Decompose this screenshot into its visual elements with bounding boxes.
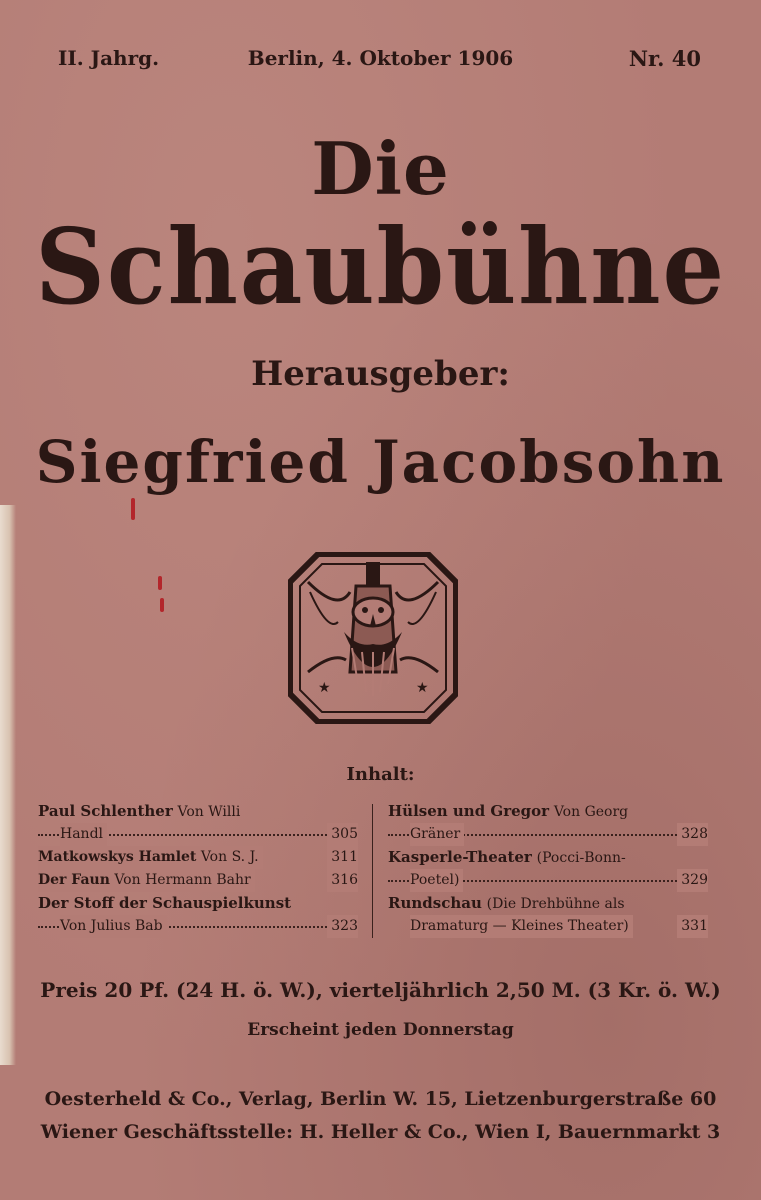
- svg-text:★: ★: [318, 680, 331, 696]
- toc-entry-page: 329: [677, 869, 708, 892]
- volume-label: II. Jahrg.: [58, 46, 160, 70]
- toc-entry-page: 311: [327, 846, 358, 869]
- svg-text:★: ★: [416, 680, 429, 696]
- toc-entry-page: 316: [327, 869, 358, 892]
- toc-entry-title: Paul Schlenther: [38, 802, 173, 820]
- toc-entry-page: 331: [677, 915, 708, 938]
- toc-entry-author: (Pocci-Bonn-: [536, 850, 626, 866]
- issue-date: Berlin, 4. Oktober 1906: [247, 46, 514, 70]
- toc-entry-page: 305: [327, 823, 358, 846]
- toc-entry-page: 323: [327, 915, 358, 938]
- toc-entry-author: Dramaturg — Kleines Theater): [410, 915, 633, 938]
- magazine-title: Schaubühne: [35, 205, 726, 328]
- toc-entry-author: Von S. J.: [200, 849, 259, 865]
- imprint-line-vienna: Wiener Geschäftsstelle: H. Heller & Co., Wien I, Bauernmarkt 3: [40, 1121, 721, 1143]
- publisher-label: Herausgeber:: [251, 354, 510, 394]
- toc-entry-author: Von Julius Bab: [60, 915, 167, 938]
- toc-entry-author: (Die Drehbühne als: [486, 896, 625, 912]
- title-article: Die: [311, 126, 450, 211]
- red-stain-mark: [131, 498, 135, 520]
- toc-entry-title: Der Faun: [38, 872, 110, 888]
- toc-entry-continuation: [388, 823, 708, 846]
- toc-entry-title: Matkowskys Hamlet: [38, 849, 197, 865]
- toc-entry: [38, 846, 358, 869]
- toc-entry: [388, 846, 708, 869]
- toc-entry: [38, 800, 358, 823]
- issue-number: Nr. 40: [628, 46, 701, 71]
- toc-entry-title: Rundschau: [388, 894, 482, 912]
- toc-left-column: [38, 800, 358, 938]
- red-stain-mark: [160, 598, 164, 612]
- toc-entry-author: Von Hermann Bahr: [114, 872, 251, 888]
- toc-entry: [38, 892, 358, 915]
- toc-entry-author: Von Willi: [177, 804, 241, 820]
- toc-entry: [388, 892, 708, 915]
- toc-entry-page: 328: [677, 823, 708, 846]
- table-of-contents: [38, 800, 708, 944]
- contents-label: Inhalt:: [346, 764, 415, 785]
- toc-entry-title: Der Stoff der Schauspielkunst: [38, 894, 292, 912]
- toc-entry-author: Handl: [60, 823, 107, 846]
- toc-divider: [372, 804, 373, 938]
- toc-entry-continuation: [38, 915, 358, 938]
- theater-mask-emblem: [288, 552, 458, 724]
- imprint-line-berlin: Oesterheld & Co., Verlag, Berlin W. 15, Lietzenburgerstraße 60: [44, 1088, 717, 1110]
- toc-entry-author: Von Georg: [553, 804, 629, 820]
- price-line: Preis 20 Pf. (24 H. ö. W.), vierteljährlich 2,50 M. (3 Kr. ö. W.): [40, 978, 721, 1002]
- toc-entry-title: Kasperle-Theater: [388, 848, 532, 866]
- red-stain-mark: [158, 576, 162, 590]
- toc-entry-author: Gräner: [410, 823, 464, 846]
- toc-entry-continuation: [38, 823, 358, 846]
- toc-entry-continuation: [388, 915, 708, 938]
- toc-entry: [38, 869, 358, 892]
- toc-entry-author: Poetel): [410, 869, 463, 892]
- toc-entry-continuation: [388, 869, 708, 892]
- toc-entry: [388, 800, 708, 823]
- masthead-row: [0, 46, 761, 86]
- toc-entry-title: Hülsen und Gregor: [388, 802, 550, 820]
- publication-schedule: Erscheint jeden Donnerstag: [247, 1020, 514, 1040]
- toc-right-column: [388, 800, 708, 938]
- publisher-name: Siegfried Jacobsohn: [35, 428, 726, 496]
